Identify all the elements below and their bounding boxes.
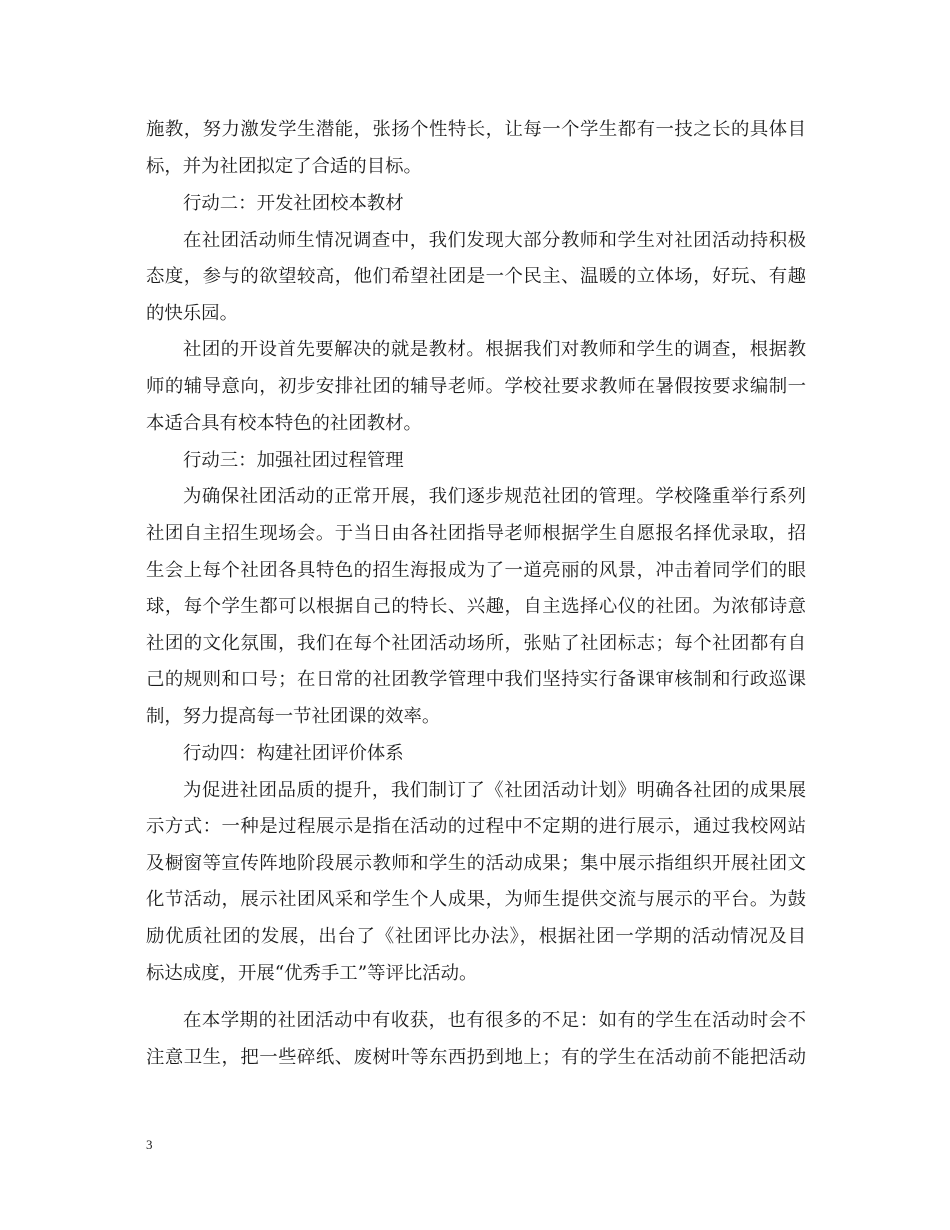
text-line: 在本学期的社团活动中有收获，也有很多的不足：如有的学生在活动时会不 [183,1010,806,1031]
text-line: 励优质社团的发展，出台了《社团评比办法》，根据社团一学期的活动情况及目 [146,926,806,947]
text-line: 化节活动，展示社团风采和学生个人成果，为师生提供交流与展示的平台。为鼓 [146,889,806,910]
text-line: 生会上每个社团各具特色的招生海报成为了一道亮丽的风景，冲击着同学们的眼 [146,560,806,581]
text-line: 在社团活动师生情况调查中，我们发现大部分教师和学生对社团活动持积极 [183,230,806,251]
text-line: 示方式：一种是过程展示是指在活动的过程中不定期的进行展示，通过我校网站 [146,816,806,837]
text-line: 标，并为社团拟定了合适的目标。 [146,156,422,177]
section-heading: 行动三：加强社团过程管理 [183,450,404,471]
text-line: 及橱窗等宣传阵地阶段展示教师和学生的活动成果；集中展示指组织开展社团文 [146,853,806,874]
text-line: 为促进社团品质的提升，我们制订了《社团活动计划》明确各社团的成果展 [183,780,806,801]
section-heading: 行动四：构建社团评价体系 [183,743,404,764]
text-line: 师的辅导意向，初步安排社团的辅导老师。学校社要求教师在暑假按要求编制一 [146,376,806,397]
text-line: 制，努力提高每一节社团课的效率。 [146,706,441,727]
page-number: 3 [146,1137,153,1152]
text-line: 施教，努力激发学生潜能，张扬个性特长，让每一个学生都有一技之长的具体目 [146,119,806,140]
text-line: 注意卫生，把一些碎纸、废树叶等东西扔到地上；有的学生在活动前不能把活动 [146,1047,806,1068]
text-line: 社团自主招生现场会。于当日由各社团指导老师根据学生自愿报名择优录取，招 [146,523,806,544]
text-line: 社团的文化氛围，我们在每个社团活动场所，张贴了社团标志；每个社团都有自 [146,633,806,654]
text-line: 标达成度，开展“优秀手工”等评比活动。 [146,963,478,984]
text-line: 社团的开设首先要解决的就是教材。根据我们对教师和学生的调查，根据教 [183,339,806,360]
text-line: 为确保社团活动的正常开展，我们逐步规范社团的管理。学校隆重举行系列 [183,486,806,507]
text-line: 的快乐园。 [146,303,238,324]
text-line: 己的规则和口号；在日常的社团教学管理中我们坚持实行备课审核制和行政巡课 [146,669,806,690]
section-heading: 行动二：开发社团校本教材 [183,193,404,214]
text-line: 态度，参与的欲望较高，他们希望社团是一个民主、温暖的立体场，好玩、有趣 [146,266,806,287]
text-line: 球，每个学生都可以根据自己的特长、兴趣，自主选择心仪的社团。为浓郁诗意 [146,596,806,617]
text-line: 本适合具有校本特色的社团教材。 [146,413,422,434]
